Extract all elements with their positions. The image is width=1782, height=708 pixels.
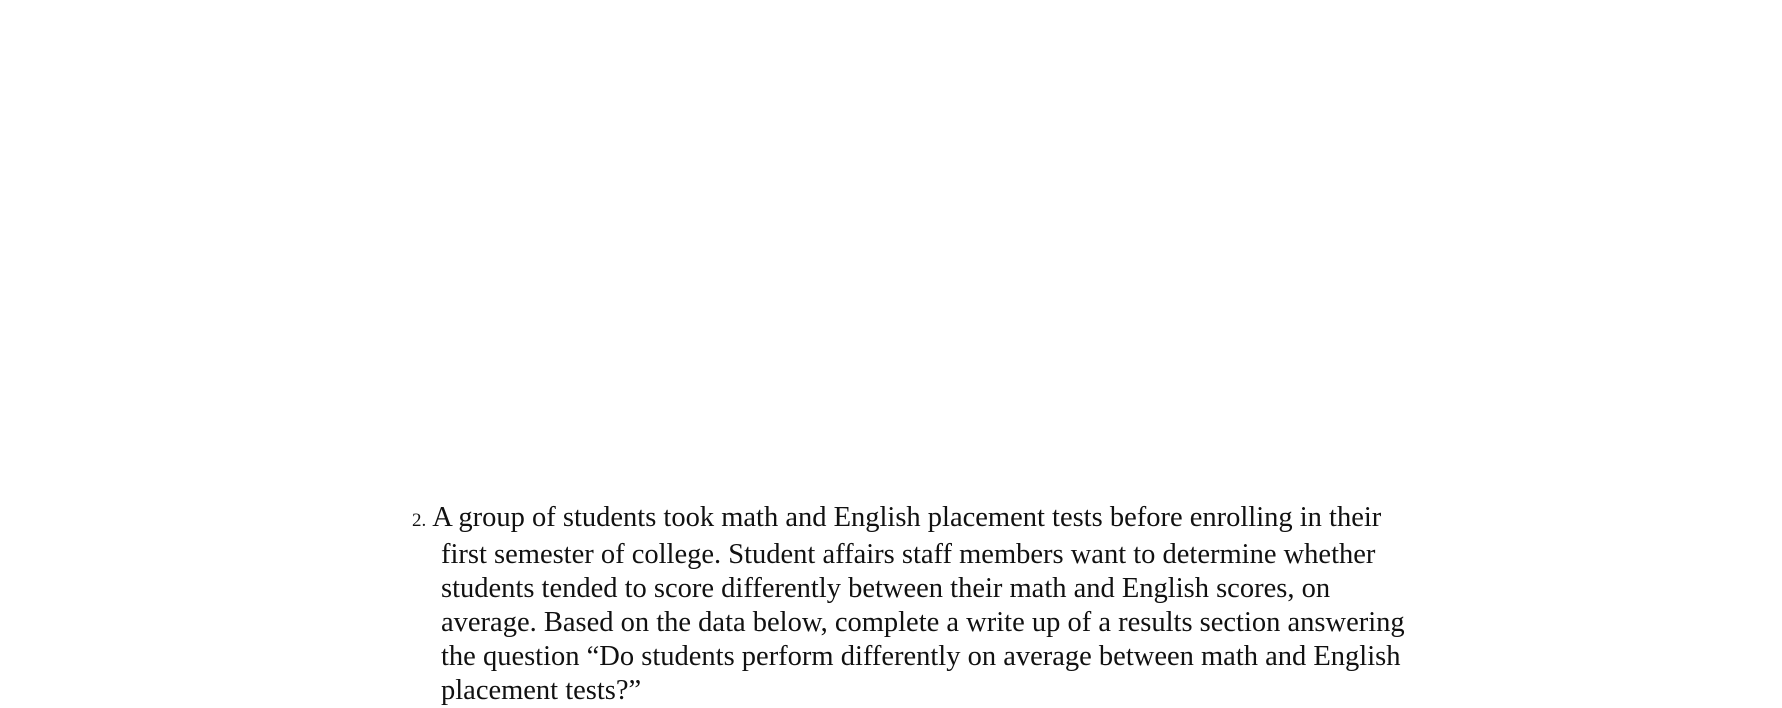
- question-text-line-3: students tended to score differently between their math and English scores, on: [441, 573, 1331, 604]
- question-number: 2.: [412, 510, 427, 531]
- question-line-1: [412, 501, 1452, 538]
- question-2: [412, 501, 1452, 708]
- question-text-line-1: A group of students took math and English placement tests before enrolling in their: [432, 502, 1382, 533]
- question-text-line-5: the question “Do students perform differently on average between math and English: [441, 641, 1401, 672]
- question-text-line-6: placement tests?”: [441, 675, 642, 706]
- question-text-line-2: first semester of college. Student affairs staff members want to determine whether: [441, 539, 1376, 570]
- question-text-line-4: average. Based on the data below, complete a write up of a results section answering: [441, 607, 1405, 638]
